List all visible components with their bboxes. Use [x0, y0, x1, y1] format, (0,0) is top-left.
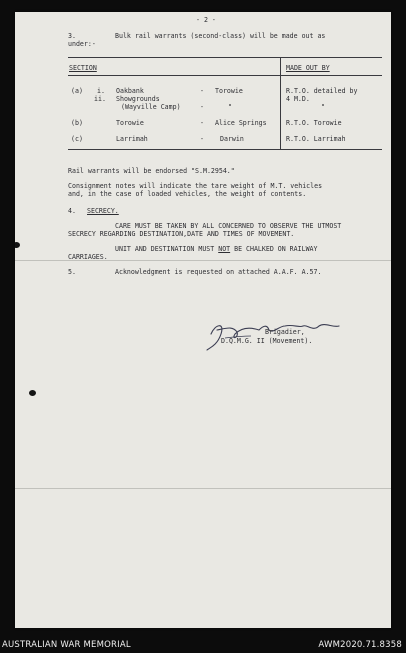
row-b-dash: -	[200, 119, 204, 127]
footer-accession-number: AWM2020.71.8358	[318, 640, 402, 650]
row-a-i-dash: -	[200, 87, 204, 95]
row-a-ii-to-ditto: "	[228, 103, 232, 111]
item-3-text: Bulk rail warrants (second-class) will be made out as	[115, 32, 326, 40]
row-a-ii-dash: -	[200, 103, 204, 111]
secrecy-para-2-text-b: BE CHALKED ON RAILWAY	[230, 245, 318, 253]
row-c-made-out-by: R.T.O. Larrimah	[286, 135, 346, 143]
consignment-notes-line-2: and, in the case of loaded vehicles, the weight of contents.	[68, 190, 307, 198]
secrecy-para-2-line-1	[115, 245, 317, 253]
item-3-number: 3.	[68, 32, 76, 40]
rail-warrants-endorsement: Rail warrants will be endorsed "S.M.2954."	[68, 167, 235, 175]
fold-line	[15, 488, 391, 489]
item-5-acknowledgment: Acknowledgment is requested on attached A.A.F. A.57.	[115, 268, 322, 276]
signatory-rank: Brigadier,	[265, 328, 305, 336]
row-c-dash: -	[200, 135, 204, 143]
secrecy-para-2-line-2: CARRIAGES.	[68, 253, 108, 261]
row-a-i-number: i.	[97, 87, 105, 95]
row-c-letter: (c)	[71, 135, 83, 143]
item-5-number: 5.	[68, 268, 76, 276]
row-c-from: Larrimah	[116, 135, 148, 143]
item-3-text-cont: under:-	[68, 40, 96, 48]
punch-hole	[15, 242, 20, 248]
footer-institution: AUSTRALIAN WAR MEMORIAL	[2, 640, 131, 650]
row-b-made-out-by: R.T.O. Torowie	[286, 119, 342, 127]
secrecy-para-1-line-1: CARE MUST BE TAKEN BY ALL CONCERNED TO OBSERVE THE UTMOST	[115, 222, 342, 230]
row-c-to: Darwin	[220, 135, 244, 143]
table-header-rule	[68, 75, 382, 76]
punch-hole	[29, 390, 36, 396]
page-number: - 2 -	[196, 16, 216, 24]
row-a-ii-from: Showgrounds	[116, 95, 160, 103]
secrecy-para-1-line-2: SECRECY REGARDING DESTINATION,DATE AND TIMES OF MOVEMENT.	[68, 230, 295, 238]
secrecy-not-emphasis: NOT	[218, 245, 231, 253]
secrecy-para-2-text-a: UNIT AND DESTINATION MUST	[115, 245, 219, 253]
row-a-made-out-by: R.T.O. detailed by	[286, 87, 358, 95]
table-column-divider	[280, 57, 281, 149]
row-a-letter: (a)	[71, 87, 83, 95]
col-header-made-out-by: MADE OUT BY	[286, 64, 330, 72]
row-a-i-from: Oakbank	[116, 87, 144, 95]
consignment-notes-line-1: Consignment notes will indicate the tare weight of M.T. vehicles	[68, 182, 323, 190]
secrecy-number: 4.	[68, 207, 76, 215]
row-a-ii-from-cont: (Wayville Camp)	[121, 103, 181, 111]
document-page	[15, 12, 391, 628]
row-b-to: Alice Springs	[215, 119, 267, 127]
table-bottom-rule	[68, 149, 382, 150]
row-a-ii-number: ii.	[94, 95, 106, 103]
secrecy-heading: SECRECY.	[87, 207, 119, 215]
table-top-rule	[68, 57, 382, 58]
row-a-made-out-by-cont: 4 M.D.	[286, 95, 310, 103]
row-b-letter: (b)	[71, 119, 83, 127]
col-header-section: SECTION	[69, 64, 97, 72]
signatory-title: D.Q.M.G. II (Movement).	[221, 337, 313, 345]
row-a-made-ditto: "	[321, 103, 325, 111]
row-b-from: Torowie	[116, 119, 144, 127]
row-a-i-to: Torowie	[215, 87, 243, 95]
